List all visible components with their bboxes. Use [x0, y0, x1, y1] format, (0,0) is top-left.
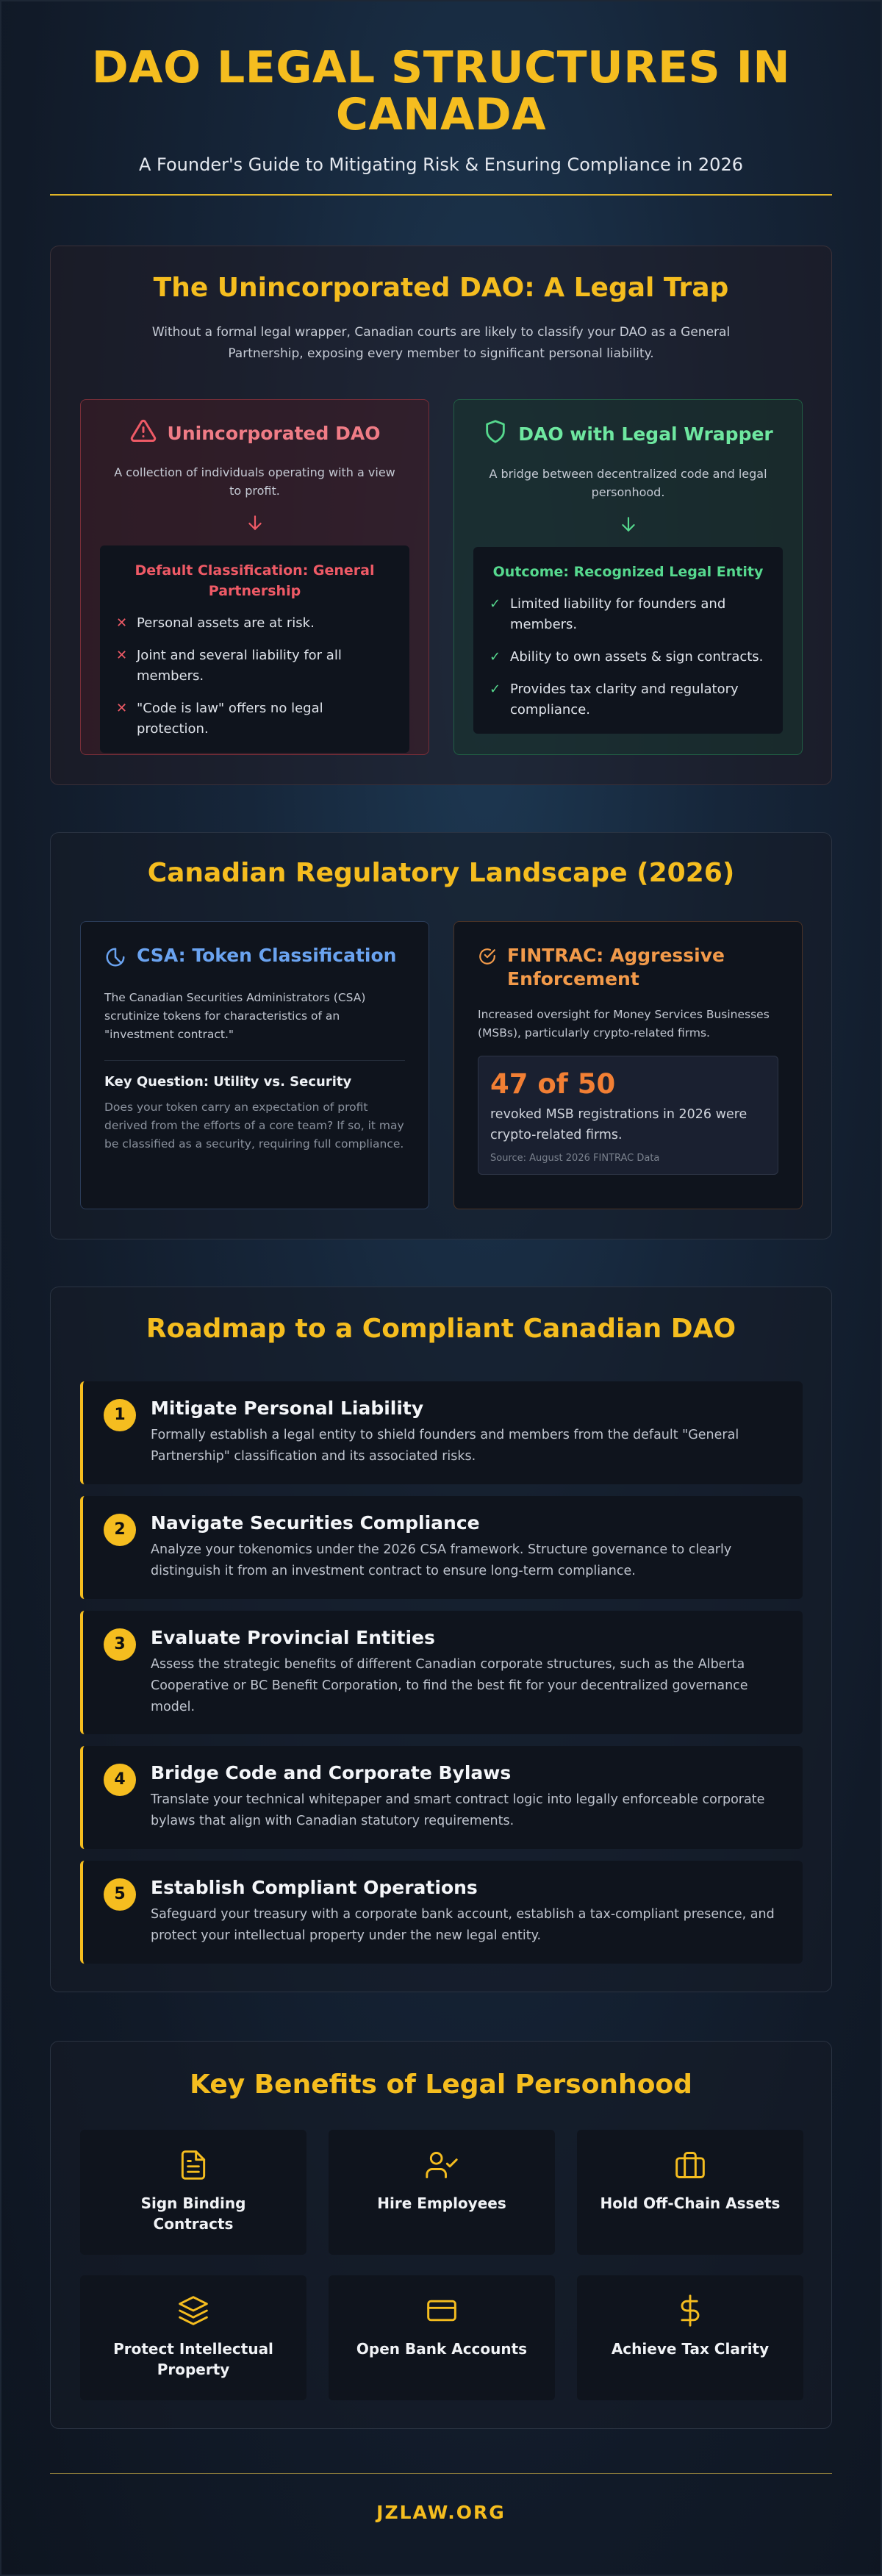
list-item-text: Limited liability for founders and members.	[510, 596, 726, 632]
roadmap-step	[80, 1381, 803, 1484]
x-icon: ✕	[116, 648, 128, 663]
csa-card-header	[104, 944, 405, 974]
step-description: Translate your technical whitepaper and smart contract logic into legally enforceable corporate bylaws that align with Canadian statutory requirements.	[151, 1792, 765, 1828]
roadmap-step	[80, 1746, 803, 1849]
benefit-card	[577, 2275, 803, 2400]
divider	[104, 1060, 405, 1061]
legal-trap-lead: Without a formal legal wrapper, Canadian courts are likely to classify your DAO as a General Partnership, exposing every member to significant personal liability.	[151, 325, 731, 361]
step-number: 2	[104, 1514, 136, 1546]
unincorporated-outcome-title: Default Classification: General Partnership	[135, 562, 375, 599]
benefit-card	[577, 2130, 803, 2255]
list-item	[490, 594, 767, 635]
roadmap-step	[80, 1611, 803, 1734]
benefit-card	[80, 2130, 306, 2255]
dollar-icon	[577, 2294, 803, 2327]
csa-key-question: Key Question: Utility vs. Security	[104, 1074, 352, 1090]
arrow-down-icon	[454, 515, 802, 534]
fintrac-card-title: FINTRAC: Aggressive Enforcement	[507, 945, 725, 990]
warning-triangle-icon	[129, 418, 157, 448]
fintrac-card	[453, 921, 803, 1209]
csa-card	[80, 921, 429, 1209]
roadmap-step	[80, 1496, 803, 1599]
credit-card-icon	[329, 2294, 555, 2327]
legal-wrapper-outcome-title: Outcome: Recognized Legal Entity	[492, 564, 764, 580]
benefit-label: Open Bank Accounts	[356, 2340, 528, 2358]
step-description: Formally establish a legal entity to shield founders and members from the default "General Partnership" classification and its associated risks.	[151, 1428, 739, 1464]
benefits-section	[50, 2041, 832, 2429]
header-divider	[50, 194, 832, 196]
legal-wrapper-card-description: A bridge between decentralized code and legal personhood.	[489, 467, 767, 499]
benefit-label: Protect Intellectual Property	[113, 2340, 273, 2378]
list-item-text: "Code is law" offers no legal protection.	[137, 701, 323, 737]
legal-wrapper-card-header	[454, 418, 802, 450]
briefcase-icon	[577, 2149, 803, 2181]
check-icon: ✓	[490, 681, 501, 697]
fintrac-card-body: Increased oversight for Money Services Businesses (MSBs), particularly crypto-related firms.	[478, 1008, 770, 1040]
fintrac-stat-number: 47 of 50	[490, 1068, 616, 1100]
step-number: 5	[104, 1878, 136, 1911]
check-icon: ✓	[490, 649, 501, 665]
x-icon: ✕	[116, 701, 128, 716]
document-icon	[80, 2149, 306, 2181]
legal-trap-section	[50, 246, 832, 785]
regulatory-heading: Canadian Regulatory Landscape (2026)	[147, 858, 735, 888]
unincorporated-card-header	[81, 418, 429, 448]
roadmap-section	[50, 1287, 832, 1992]
roadmap-step	[80, 1861, 803, 1964]
footer-divider	[50, 2473, 832, 2474]
step-title: Navigate Securities Compliance	[151, 1512, 480, 1534]
csa-key-question-body: Does your token carry an expectation of profit derived from the efforts of a core team? If so, it may be classified as a security, requiring full compliance.	[104, 1101, 404, 1151]
csa-card-body: The Canadian Securities Administrators (CSA) scrutinize tokens for characteristics of an "investment contract."	[104, 991, 366, 1041]
unincorporated-card-description: A collection of individuals operating with a view to profit.	[114, 465, 395, 498]
step-title: Establish Compliant Operations	[151, 1877, 478, 1898]
step-title: Mitigate Personal Liability	[151, 1398, 424, 1419]
legal-wrapper-card	[453, 399, 803, 755]
csa-card-title: CSA: Token Classification	[137, 945, 397, 966]
legal-trap-heading: The Unincorporated DAO: A Legal Trap	[153, 273, 729, 303]
benefit-card	[329, 2130, 555, 2255]
pie-chart-icon	[104, 946, 126, 974]
step-title: Bridge Code and Corporate Bylaws	[151, 1762, 512, 1783]
fintrac-card-header	[478, 944, 778, 991]
list-item-text: Ability to own assets & sign contracts.	[510, 649, 764, 665]
benefit-card	[329, 2275, 555, 2400]
page-title: DAO LEGAL STRUCTURES IN CANADA	[91, 42, 791, 140]
unincorporated-card	[80, 399, 429, 755]
benefit-label: Hire Employees	[377, 2194, 506, 2212]
step-number: 4	[104, 1764, 136, 1796]
check-icon: ✓	[490, 596, 501, 612]
legal-wrapper-card-title: DAO with Legal Wrapper	[518, 423, 773, 445]
list-item	[490, 679, 767, 720]
benefit-card	[80, 2275, 306, 2400]
page-header	[50, 44, 832, 196]
arrow-down-icon	[81, 513, 429, 532]
benefit-label: Achieve Tax Clarity	[611, 2340, 770, 2358]
list-item	[116, 645, 393, 687]
check-circle-icon	[478, 947, 497, 972]
x-icon: ✕	[116, 615, 128, 631]
layers-icon	[80, 2294, 306, 2327]
step-number: 3	[104, 1628, 136, 1661]
list-item-text: Personal assets are at risk.	[137, 615, 315, 631]
benefits-heading: Key Benefits of Legal Personhood	[190, 2069, 692, 2100]
fintrac-stat-text: revoked MSB registrations in 2026 were crypto-related firms.	[490, 1107, 747, 1142]
step-description: Assess the strategic benefits of different Canadian corporate structures, such as the Alberta Cooperative or BC Benefit Corporation, to find the best fit for your decentralized governance model.	[151, 1657, 748, 1714]
footer-site-link[interactable]: JZLAW.ORG	[376, 2502, 506, 2523]
fintrac-stat-source: Source: August 2026 FINTRAC Data	[490, 1153, 660, 1164]
unincorporated-outcome-box	[100, 545, 409, 753]
legal-wrapper-outcome-box	[473, 547, 783, 734]
benefit-label: Hold Off-Chain Assets	[600, 2194, 781, 2212]
fintrac-stat-box	[478, 1056, 778, 1175]
page-subtitle: A Founder's Guide to Mitigating Risk & Ensuring Compliance in 2026	[139, 154, 743, 175]
list-item-text: Provides tax clarity and regulatory compliance.	[510, 681, 739, 718]
list-item	[116, 613, 393, 634]
benefit-label: Sign Binding Contracts	[140, 2194, 246, 2233]
regulatory-section	[50, 832, 832, 1239]
step-title: Evaluate Provincial Entities	[151, 1627, 435, 1648]
list-item	[490, 647, 767, 668]
step-description: Safeguard your treasury with a corporate bank account, establish a tax-compliant presence, and protect your intellectual property under the new legal entity.	[151, 1907, 775, 1943]
list-item	[116, 698, 393, 740]
shield-icon	[483, 418, 508, 450]
list-item-text: Joint and several liability for all members.	[137, 648, 342, 684]
step-description: Analyze your tokenomics under the 2026 CSA framework. Structure governance to clearly distinguish it from an investment contract to ensure long-term compliance.	[151, 1542, 732, 1578]
unincorporated-card-title: Unincorporated DAO	[167, 422, 381, 444]
roadmap-heading: Roadmap to a Compliant Canadian DAO	[146, 1314, 736, 1344]
user-check-icon	[329, 2149, 555, 2181]
step-number: 1	[104, 1399, 136, 1431]
